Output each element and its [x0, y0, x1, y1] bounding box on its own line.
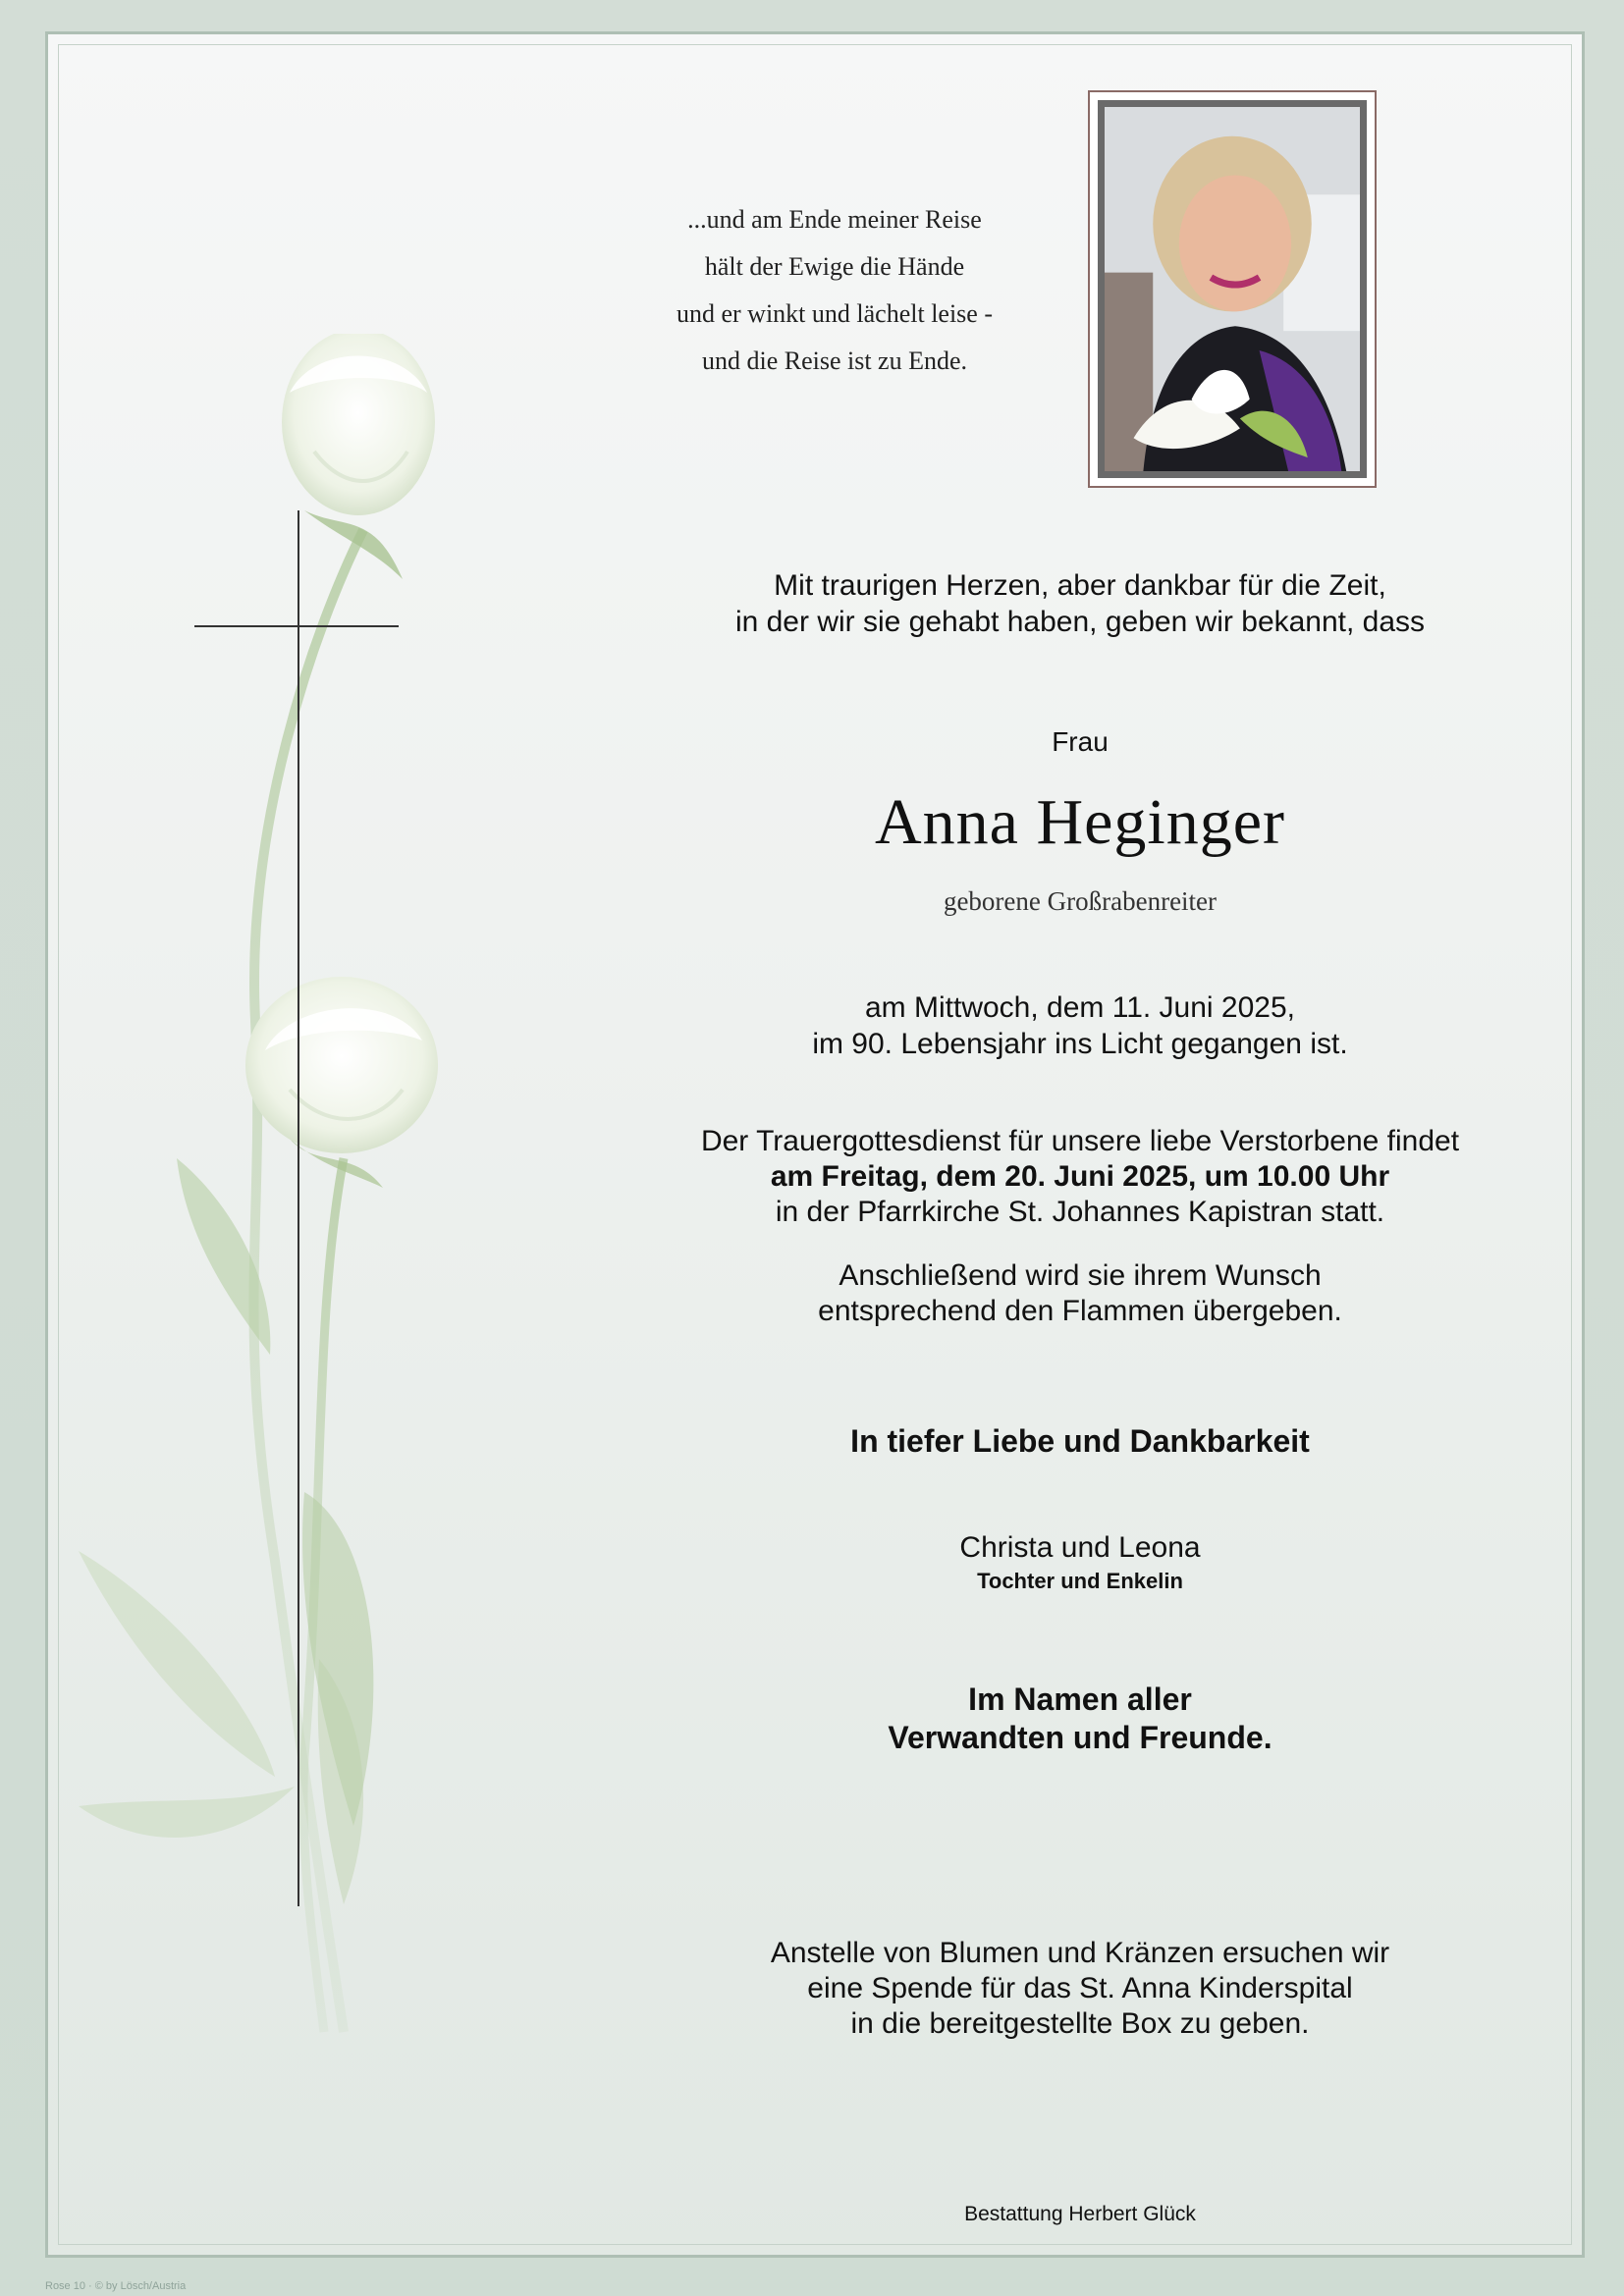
cross-vertical-bar [298, 510, 299, 1906]
donation-line: in die bereitgestellte Box zu geben. [850, 2007, 1310, 2040]
mourner-names: Christa und Leona [959, 1531, 1201, 1564]
poem [589, 196, 1080, 385]
cross-horizontal-bar [194, 625, 399, 627]
portrait-photo [1098, 100, 1367, 478]
service-location: in der Pfarrkirche St. Johannes Kapistran statt. [775, 1196, 1385, 1228]
death-notice [589, 989, 1571, 1062]
poem-line: und die Reise ist zu Ende. [701, 347, 968, 375]
donation-request [589, 1936, 1571, 2042]
intro-line: Mit traurigen Herzen, aber dankbar für die Zeit, [774, 569, 1386, 602]
undertaker-name: Bestattung Herbert Glück [964, 2203, 1196, 2225]
closing-phrase: In tiefer Liebe und Dankbarkeit [850, 1423, 1310, 1459]
mourner-relation: Tochter und Enkelin [977, 1569, 1183, 1593]
intro-line: in der wir sie gehabt haben, geben wir bekannt, dass [734, 606, 1426, 638]
cremation-notice [589, 1258, 1571, 1329]
portrait-frame [1088, 90, 1377, 488]
on-behalf-of [589, 1681, 1571, 1757]
portrait-image [1105, 107, 1360, 471]
cremation-line: Anschließend wird sie ihrem Wunsch [839, 1259, 1322, 1292]
poem-line: hält der Ewige die Hände [704, 252, 965, 281]
salutation: Frau [1052, 726, 1109, 757]
service-line: Der Trauergottesdienst für unsere liebe Verstorbene findet [700, 1125, 1460, 1157]
poem-line: ...und am Ende meiner Reise [687, 205, 982, 234]
service-date: am Freitag, dem 20. Juni 2025, um 10.00 Uhr [770, 1160, 1390, 1193]
funeral-service [589, 1124, 1571, 1230]
poem-line: und er winkt und lächelt leise - [676, 299, 994, 328]
intro-text [589, 567, 1571, 640]
death-line: im 90. Lebensjahr ins Licht gegangen ist. [812, 1028, 1348, 1060]
deceased-name: Anna Heginger [874, 786, 1286, 858]
donation-line: eine Spende für das St. Anna Kinderspital [807, 1972, 1353, 2004]
white-roses-illustration [79, 334, 491, 2042]
on-behalf-line: Im Namen aller [968, 1682, 1192, 1717]
copyright-note: Rose 10 · © by Lösch/Austria [45, 2280, 187, 2292]
death-line: am Mittwoch, dem 11. Juni 2025, [865, 991, 1295, 1024]
maiden-name: geborene Großrabenreiter [943, 886, 1218, 916]
donation-line: Anstelle von Blumen und Kränzen ersuchen wir [770, 1937, 1390, 1969]
cremation-line: entsprechend den Flammen übergeben. [818, 1295, 1342, 1327]
on-behalf-line: Verwandten und Freunde. [888, 1720, 1272, 1755]
